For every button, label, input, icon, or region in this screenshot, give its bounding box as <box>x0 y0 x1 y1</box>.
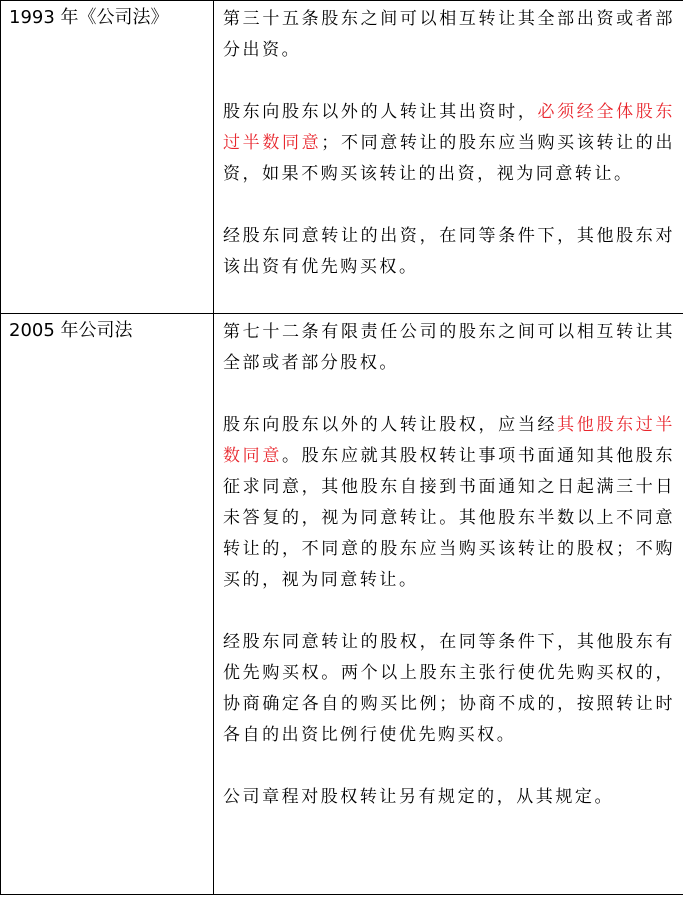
text-segment: 股东向股东以外的人转让股权，应当经 <box>223 415 558 435</box>
provision-text <box>214 1 683 313</box>
paragraph <box>223 4 675 66</box>
paragraph <box>223 410 675 596</box>
provision-text <box>214 314 683 894</box>
year-cell <box>1 314 214 895</box>
text-segment: 第七十二条有限责任公司的股东之间可以相互转让其全部或者部分股权。 <box>223 322 675 373</box>
highlighted-text: 其他股东过半数同意 <box>223 415 675 466</box>
year-cell <box>1 1 214 314</box>
text-segment: 经股东同意转让的出资，在同等条件下，其他股东对该出资有优先购买权。 <box>223 226 675 277</box>
text-segment: 公司章程对股权转让另有规定的，从其规定。 <box>223 787 614 807</box>
paragraph <box>223 221 675 283</box>
highlighted-text: 必须经全体股东过半数同意 <box>223 102 675 153</box>
paragraph <box>223 627 675 751</box>
text-segment: 。股东应就其股权转让事项书面通知其他股东征求同意，其他股东自接到书面通知之日起满三十日未答复的，视为同意转让。其他股东半数以上不同意转让的，不同意的股东应当购买该转让的股权；不购买的，视为同意转让。 <box>223 446 676 590</box>
law-year-label: 1993 年《公司法》 <box>9 7 169 28</box>
text-segment: 股东向股东以外的人转让其出资时， <box>223 102 538 122</box>
text-segment: 第三十五条股东之间可以相互转让其全部出资或者部分出资。 <box>223 9 675 60</box>
text-segment: ；不同意转让的股东应当购买该转让的出资，如果不购买该转让的出资，视为同意转让。 <box>223 133 676 184</box>
table-row <box>1 314 683 895</box>
table-row <box>1 1 683 314</box>
paragraph <box>223 317 675 379</box>
provision-cell <box>214 314 683 895</box>
text-segment: 经股东同意转让的股权，在同等条件下，其他股东有优先购买权。两个以上股东主张行使优先购买权的，协商确定各自的购买比例；协商不成的，按照转让时各自的出资比例行使优先购买权。 <box>223 632 675 745</box>
law-year-label: 2005 年公司法 <box>9 320 133 341</box>
paragraph <box>223 782 675 813</box>
paragraph <box>223 97 675 190</box>
provision-cell <box>214 1 683 314</box>
